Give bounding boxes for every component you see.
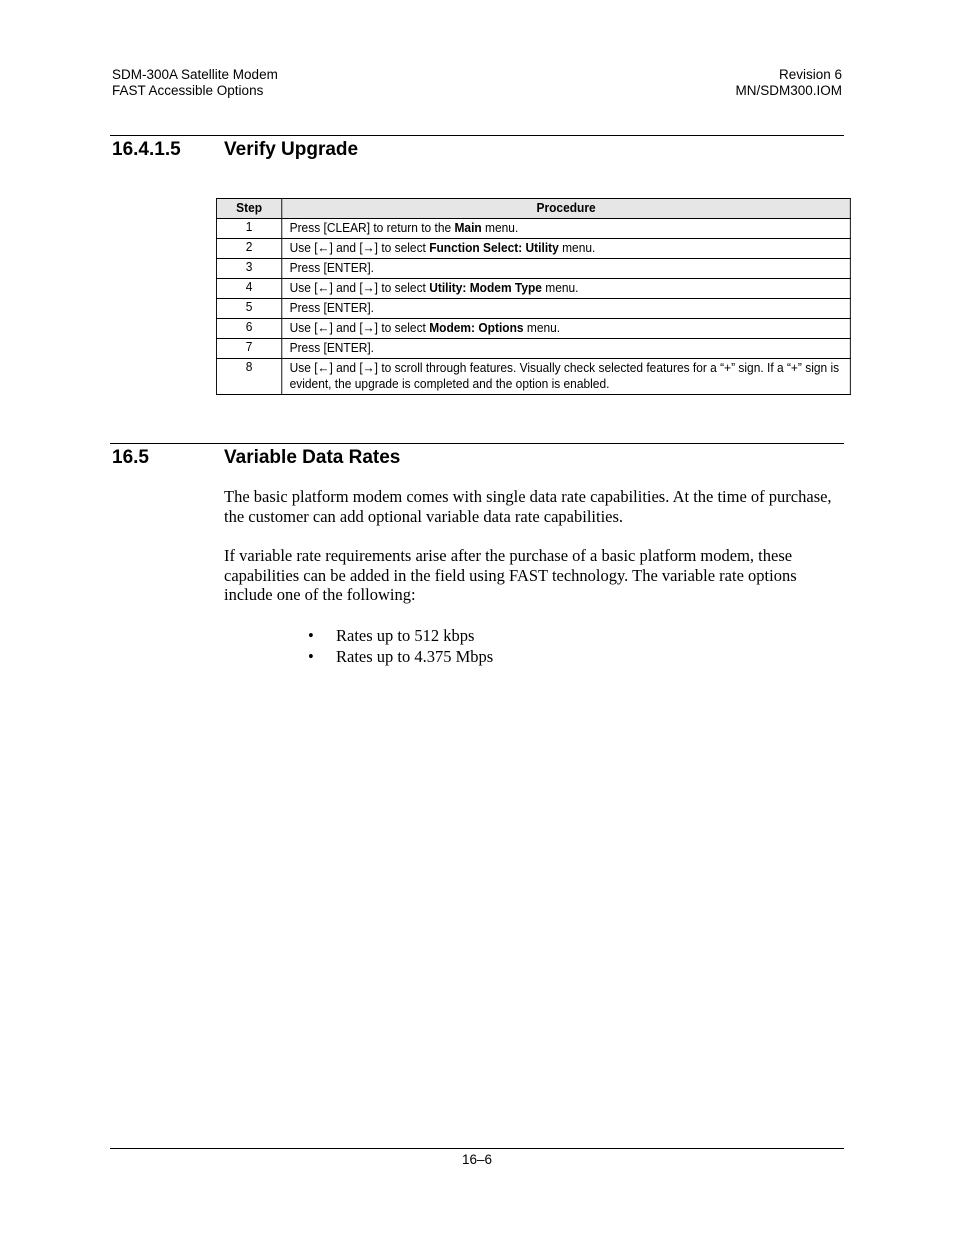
step-number-cell: 3 [216, 259, 281, 279]
bullet-icon: • [308, 626, 314, 645]
procedure-table-body [216, 219, 850, 395]
section-number: 16.5 [112, 447, 149, 468]
page-header-right [735, 67, 842, 99]
procedure-text: Use [←] and [→] to select [289, 320, 430, 335]
section-title: Verify Upgrade [224, 139, 359, 160]
table-row [216, 359, 850, 395]
table-row [216, 339, 850, 359]
section-title: Variable Data Rates [224, 447, 401, 468]
procedure-cell [282, 259, 851, 279]
table-row [216, 319, 850, 339]
step-number-cell: 8 [216, 359, 281, 395]
header-revision: Revision 6 [778, 67, 842, 82]
header-chapter-title: FAST Accessible Options [112, 83, 264, 98]
column-header-step: Step [216, 199, 281, 219]
step-number-cell: 6 [216, 319, 281, 339]
table-header-row [216, 199, 850, 219]
paragraph: If variable rate requirements arise after the purchase of a basic platform modem, these capabilities can be added in the field using FAST technology. The variable rate options include one of the following: [224, 546, 797, 604]
step-number-cell: 5 [216, 299, 281, 319]
section-number: 16.4.1.5 [112, 139, 181, 160]
procedure-text: menu. [481, 220, 519, 235]
section-heading-variable-data-rates [112, 447, 400, 469]
procedure-cell [282, 319, 851, 339]
step-number-cell: 2 [216, 239, 281, 259]
bullet-list [308, 625, 493, 667]
procedure-text: menu. [558, 240, 596, 255]
procedure-cell [282, 279, 851, 299]
procedure-cell [282, 219, 851, 239]
section-divider [110, 443, 844, 444]
procedure-text: Use [←] and [→] to scroll through features. Visually check selected features for a “+” sign. If a “+” sign is evident, the upgrade is completed and the option is enabled. [289, 360, 840, 391]
procedure-text: Use [←] and [→] to select [289, 280, 430, 295]
procedure-text: Press [ENTER]. [289, 300, 375, 315]
procedure-cell [282, 359, 851, 395]
menu-name: Utility: Modem Type [429, 280, 542, 295]
procedure-text: menu. [541, 280, 579, 295]
header-document-id: MN/SDM300.IOM [735, 83, 842, 98]
table-row [216, 259, 850, 279]
list-item [308, 625, 493, 646]
paragraph: The basic platform modem comes with single data rate capabilities. At the time of purchase, the customer can add optional variable data rate capabilities. [224, 487, 832, 526]
step-number-cell: 7 [216, 339, 281, 359]
bullet-icon: • [308, 647, 314, 666]
page-header-left [112, 67, 278, 99]
procedure-text: Use [←] and [→] to select [289, 240, 430, 255]
section-divider [110, 135, 844, 136]
section-heading-verify-upgrade [112, 139, 358, 161]
list-item-text: Rates up to 512 kbps [336, 626, 475, 645]
procedure-cell [282, 239, 851, 259]
menu-name: Main [454, 220, 482, 235]
list-item-text: Rates up to 4.375 Mbps [336, 647, 494, 666]
menu-name: Function Select: Utility [429, 240, 559, 255]
table-row [216, 279, 850, 299]
header-product-title: SDM-300A Satellite Modem [112, 67, 278, 82]
column-header-procedure: Procedure [282, 199, 851, 219]
table-row [216, 239, 850, 259]
table-row [216, 299, 850, 319]
procedure-cell [282, 339, 851, 359]
step-number-cell: 1 [216, 219, 281, 239]
procedure-table [216, 198, 851, 395]
procedure-text: Press [ENTER]. [289, 340, 375, 355]
procedure-text: Press [ENTER]. [289, 260, 375, 275]
list-item [308, 646, 493, 667]
procedure-text: Press [CLEAR] to return to the [289, 220, 455, 235]
procedure-cell [282, 299, 851, 319]
footer-divider [110, 1148, 844, 1149]
page-number: 16–6 [461, 1152, 493, 1167]
procedure-text: menu. [523, 320, 561, 335]
step-number-cell: 4 [216, 279, 281, 299]
table-row [216, 219, 850, 239]
menu-name: Modem: Options [429, 320, 524, 335]
